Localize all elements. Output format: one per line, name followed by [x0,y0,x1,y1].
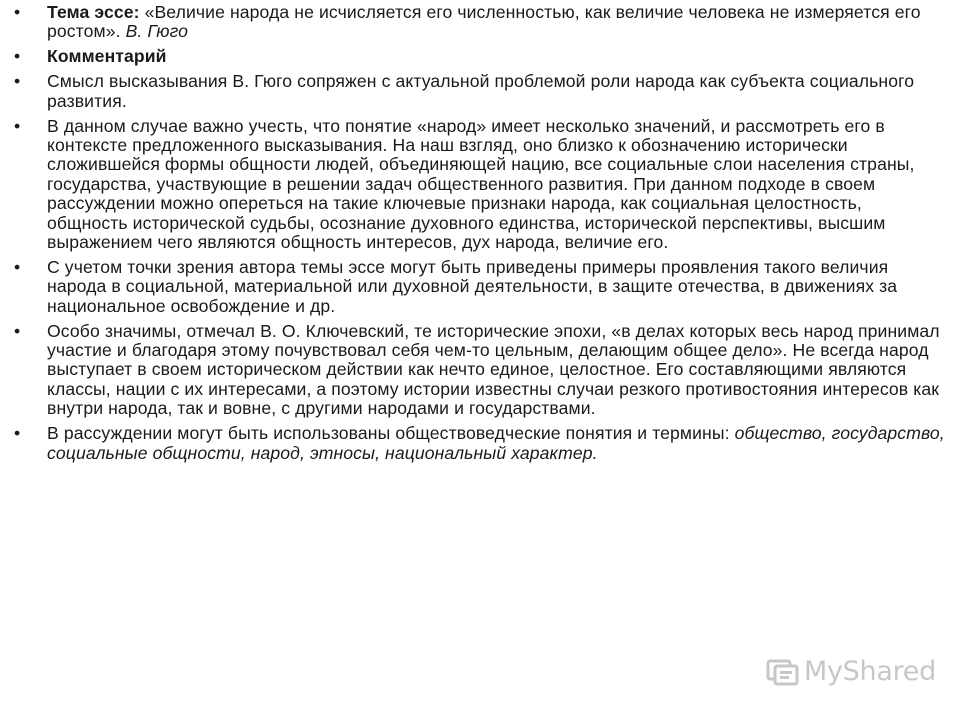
bullet-paragraph-1 [14,71,947,111]
bullet-paragraph-2 [14,115,947,253]
theme-label: Тема эссе: [47,2,140,22]
paragraph-5-terms: общество, государство, социальные общности, народ, этносы, национальный характер. [47,423,945,463]
paragraph-2-text: В данном случае важно учесть, что понятие «народ» имеет несколько значений, и рассмотреть его в контексте предложенного высказывания. На наш взгляд, оно близко к обозначению исторически сложившейся формы общности людей, объединяющей нацию, все социальные слои населения страны, государства, участвующие в решении задач общественного развития. При данном подходе в своем рассуждении можно опереться на такие ключевые признаки народа, как социальная целостность, общность исторической судьбы, осознание духовного единства, исторической перспективы, высшим выражением чего являются общность интересов, дух народа, величие его. [47,115,915,252]
slides-logo-icon [766,657,800,687]
watermark-text: MyShared [804,656,936,687]
bullet-marker: • [14,256,21,277]
bullet-marker: • [14,115,21,136]
bullet-marker: • [14,71,21,92]
paragraph-3-text: С учетом точки зрения автора темы эссе могут быть приведены примеры проявления такого величия народа в социальной, материальной или духовной деятельности, в защите отечества, в движениях за национальное освобождение и др. [47,256,898,316]
theme-quote: «Величие народа не исчисляется его численностью, как величие человека не измеряется его ростом». [47,2,921,42]
theme-author: В. Гюго [120,21,189,42]
bullet-marker: • [14,46,21,67]
bullet-paragraph-5 [14,423,947,463]
bullet-paragraph-3 [14,256,947,316]
bullet-marker: • [14,320,21,341]
paragraph-5-text: В рассуждении могут быть использованы обществоведческие понятия и термины: [47,423,735,444]
watermark [766,656,936,687]
bullet-theme [14,2,947,42]
bullet-comment-heading [14,46,947,67]
paragraph-4-text: Особо значимы, отмечал В. О. Ключевский, те исторические эпохи, «в делах которых весь народ принимал участие и благодаря этому почувствовал себя чем-то цельным, делающим общее дело». Не всегда народ выступает в своем историческом действии как нечто единое, целостное. Его составляющими являются классы, нации с их интересами, а поэтому истории известны случаи резкого противостояния интересов как внутри народа, так и вовне, с другими народами и государствами. [47,320,940,419]
bullet-marker: • [14,423,21,444]
bullet-list [14,2,947,468]
comment-heading: Комментарий [47,46,167,67]
bullet-paragraph-4 [14,320,947,419]
bullet-marker: • [14,2,21,22]
paragraph-1-text: Смысл высказывания В. Гюго сопряжен с актуальной проблемой роли народа как субъекта социального развития. [47,71,915,111]
